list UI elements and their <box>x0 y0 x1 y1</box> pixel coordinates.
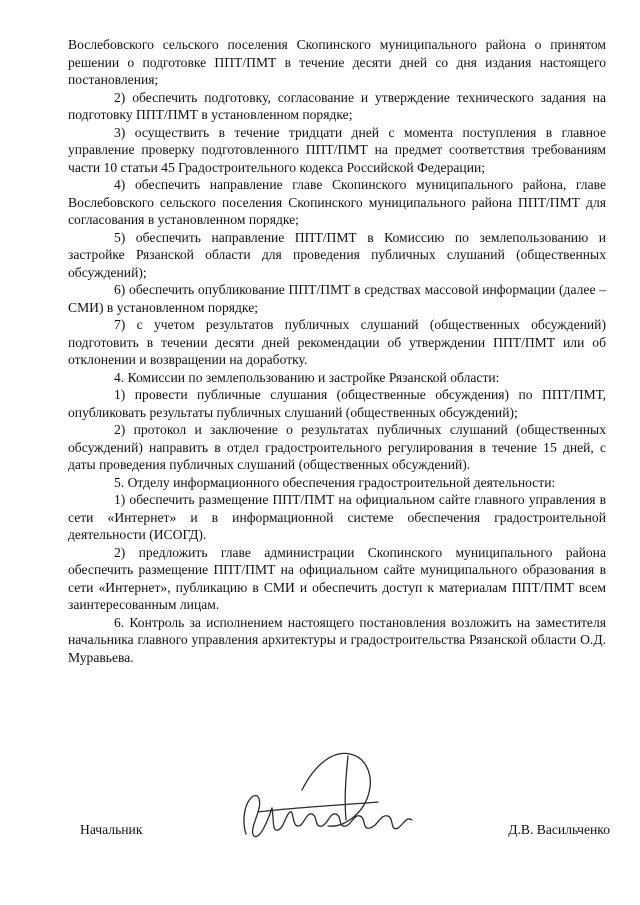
paragraph-item-2: 2) обеспечить подготовку, согласование и утверждение технического задания на подготовку ППТ/ПМТ в установленном порядке; <box>68 89 606 122</box>
paragraph-continuation: Вослебовского сельского поселения Скопинского муниципального района о принятом решении о подготовке ППТ/ПМТ в течение десяти дней со дня издания настоящего постановления; <box>68 37 606 87</box>
paragraph-4-2: 2) протокол и заключение о результатах публичных слушаний (общественных обсуждений) направить в отдел градостроительного регулирования в течение 15 дней, с даты проведения публичных слушаний (общественных обсуждений). <box>68 422 606 472</box>
section-6-control: 6. Контроль за исполнением настоящего постановления возложить на заместителя начальника главного управления архитектуры и градостроительства Рязанской области О.Д. Муравьева. <box>68 614 606 665</box>
paragraph-5-2: 2) предложить главе администрации Скопинского муниципального района обеспечить размещение ППТ/ПМТ на официальном сайте муниципального образования в сети «Интернет», публикацию в СМИ и обеспечить доступ к материалам ППТ/ПМТ всем заинтересованным лицам. <box>68 544 606 612</box>
document-body <box>68 36 606 666</box>
paragraph-5-1: 1) обеспечить размещение ППТ/ПМТ на официальном сайте главного управления в сети «Интернет» и в информационной системе обеспечения градостроительной деятельности (ИСОГД). <box>68 492 606 542</box>
paragraph-item-4: 4) обеспечить направление главе Скопинского муниципального района, главе Вослебовского сельского поселения Скопинского муниципального района ППТ/ПМТ для согласования в установленном порядке; <box>68 177 606 227</box>
paragraph-item-7: 7) с учетом результатов публичных слушаний (общественных обсуждений) подготовить в течении десяти дней рекомендации об утверждении ППТ/ПМТ или об отклонении и возвращении на доработку. <box>68 317 606 367</box>
section-5-heading: 5. Отделу информационного обеспечения градостроительной деятельности: <box>114 474 556 490</box>
paragraph-item-3: 3) осуществить в течение тридцати дней с момента поступления в главное управление проверку подготовленного ППТ/ПМТ на предмет соответствия требованиям части 10 статьи 45 Градостроительного кодекса Российской Федерации; <box>68 124 606 175</box>
paragraph-item-5: 5) обеспечить направление ППТ/ПМТ в Комиссию по землепользованию и застройке Рязанской области для проведения публичных слушаний (общественных обсуждений); <box>68 229 606 280</box>
signature-row <box>80 822 610 838</box>
section-4-heading: 4. Комиссии по землепользованию и застройке Рязанской области: <box>114 369 500 385</box>
signer-name: Д.В. Васильченко <box>508 822 610 837</box>
paragraph-item-6: 6) обеспечить опубликование ППТ/ПМТ в средствах массовой информации (далее – СМИ) в установленном порядке; <box>68 282 606 315</box>
signer-position: Начальник <box>80 822 143 837</box>
paragraph-4-1: 1) провести публичные слушания (общественные обсуждения) по ППТ/ПМТ, опубликовать результаты публичных слушаний (общественных обсуждений); <box>68 387 606 420</box>
